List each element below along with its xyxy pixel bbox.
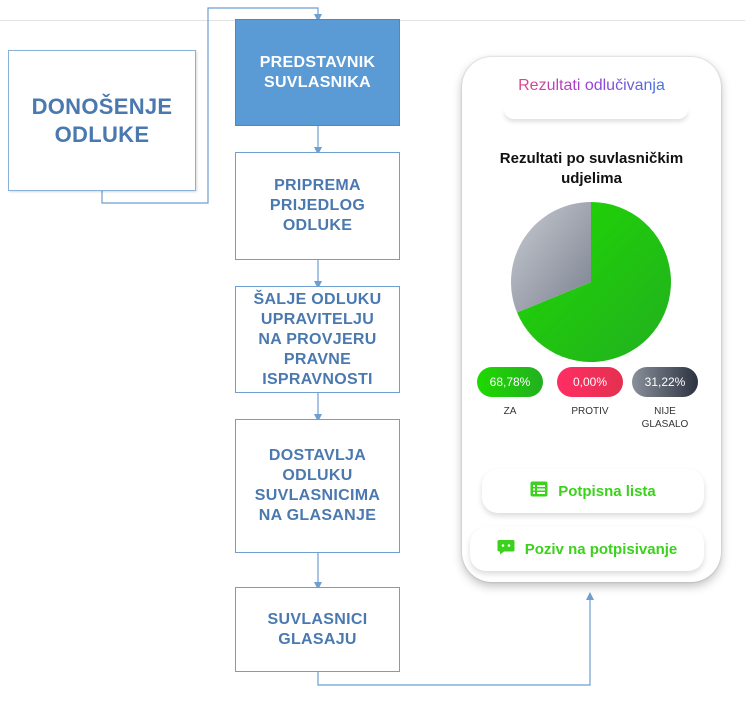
pill-za: 68,78% — [477, 367, 543, 397]
results-pie-chart — [506, 197, 676, 367]
pill-nije-glasalo: 31,22% — [632, 367, 698, 397]
phone-results-card — [462, 57, 721, 582]
step-co-owners-vote: SUVLASNICI GLASAJU — [235, 587, 400, 672]
header-underbar — [504, 109, 688, 119]
step-representative: PREDSTAVNIK SUVLASNIKA — [235, 19, 400, 126]
sign-invitation-label: Poziv na potpisivanje — [524, 540, 678, 558]
message-icon — [497, 539, 515, 559]
sign-invitation-button[interactable] — [470, 527, 704, 571]
results-header: Rezultati odlučivanja — [518, 77, 665, 94]
signature-list-label: Potpisna lista — [558, 482, 656, 500]
chart-title: Rezultati po suvlasničkim udjelima — [499, 150, 684, 187]
label-nije-glasalo: NIJE GLASALO — [641, 406, 689, 430]
pill-protiv: 0,00% — [557, 367, 623, 397]
step-deliver-to-co-owners: DOSTAVLJA ODLUKU SUVLASNICIMA NA GLASANJE — [235, 419, 400, 553]
label-za: ZA — [503, 406, 517, 417]
step-prepare-proposal: PRIPREMA PRIJEDLOG ODLUKE — [235, 152, 400, 260]
label-protiv: PROTIV — [571, 406, 609, 417]
signature-list-button[interactable] — [482, 469, 704, 513]
step-send-to-manager: ŠALJE ODLUKU UPRAVITELJU NA PROVJERU PRAVNE ISPRAVNOSTI — [235, 286, 400, 393]
list-icon — [530, 481, 548, 501]
decision-start-box: DONOŠENJE ODLUKE — [8, 50, 196, 191]
